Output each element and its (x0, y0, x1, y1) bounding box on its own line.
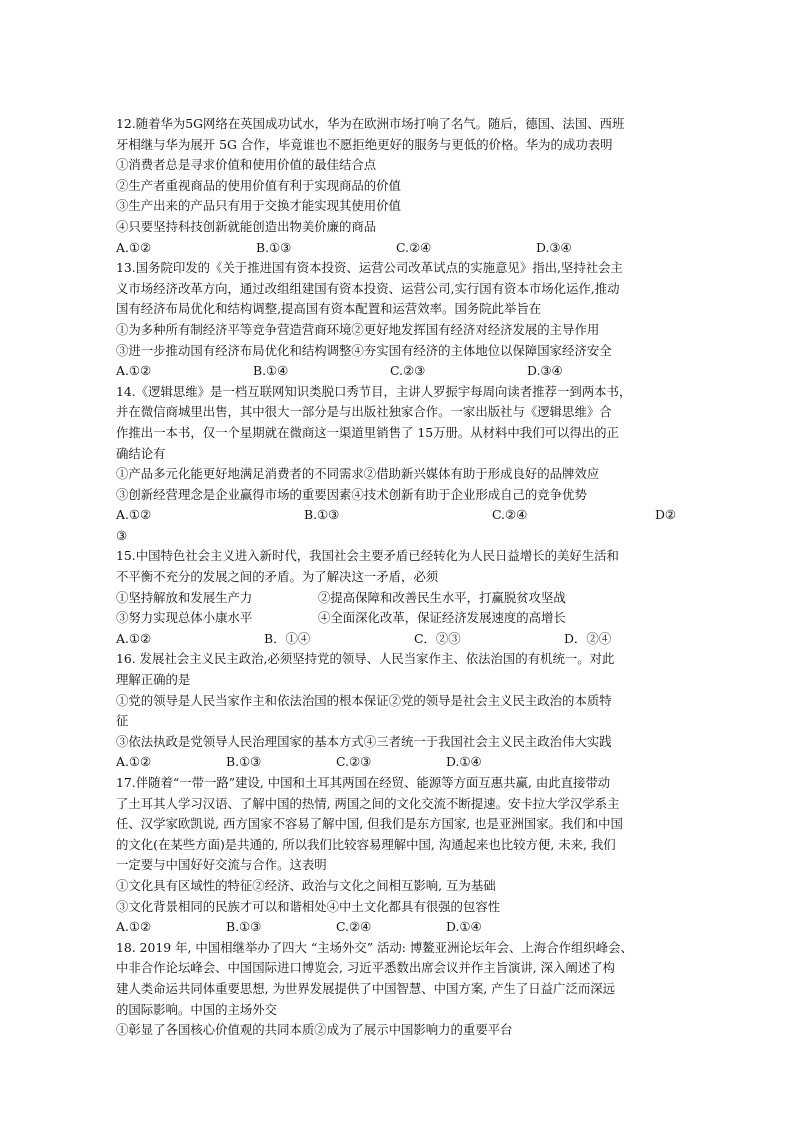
statement: ①彰显了各国核心价值观的共同本质②成为了展示中国影响力的重要平台 (116, 1022, 513, 1038)
question-stem: 了土耳其人学习汉语、了解中国的热情, 两国之间的文化交流不断提速。安卡拉大学汉学系主 (116, 795, 620, 811)
question-stem: 不平衡不充分的发展之间的矛盾。为了解决这一矛盾，必须 (116, 569, 439, 585)
statement: ④只要坚持科技创新就能创造出物美价廉的商品 (116, 218, 377, 234)
question-stem: 任、汉学家欧凯说, 西方国家不容易了解中国, 但我们是东方国家, 也是亚洲国家。我们和中国 (116, 816, 623, 832)
question-stem: 国有经济布局优化和结构调整,提高国有资本配置和运营效率。国务院此举旨在 (116, 301, 542, 317)
option-b: B.①③ (226, 919, 262, 935)
statement: ①为多种所有制经济平等竞争营造营商环境②更好地发挥国有经济对经济发展的主导作用 (116, 321, 600, 337)
option-b: B.①③ (226, 754, 262, 770)
option-b: B.①③ (304, 507, 340, 523)
question-stem: 一定要与中国好好交流与合作。这表明 (116, 857, 327, 873)
statement: ④全面深化改革，保证经济发展速度的高增长 (318, 610, 566, 626)
question-stem: 牙相继与华为展开 5G 合作，毕竟谁也不愿拒绝更好的服务与更低的价格。华为的成功表明 (116, 136, 613, 152)
answer-options (116, 238, 680, 259)
answer-options (116, 917, 680, 938)
statement: ③创新经营理念是企业赢得市场的重要因素④技术创新有助于企业形成自己的竞争优势 (116, 486, 587, 502)
question-18 (116, 938, 680, 1041)
statement: ①坚持解放和发展生产力 (116, 589, 253, 605)
question-stem: 的文化(在某些方面)是共通的, 所以我们比较容易理解中国, 沟通起来也比较方便, 未来, 我们 (116, 836, 616, 852)
question-stem: 并在微信商城里出售，其中很大一部分是与出版社独家合作。一家出版社与《逻辑思维》合 (116, 404, 612, 420)
statement: 征 (116, 713, 129, 729)
question-stem: 17.伴随着“一带一路”建设, 中国和土耳其两国在经贸、能源等方面互惠共赢, 由此直接带动 (116, 775, 611, 790)
option-c: C.②③ (336, 754, 372, 770)
option-a: A.①② (116, 239, 152, 255)
option-c: C.②③ (390, 363, 426, 379)
question-stem: 14.《逻辑思维》是一档互联网知识类脱口秀节目，主讲人罗振宇每周向读者推荐一到两本书， (116, 383, 632, 399)
statement-row (116, 588, 680, 609)
question-13 (116, 258, 680, 382)
question-stem: 12.随着华为5G网络在英国成功试水，华为在欧洲市场打响了名气。随后，德国、法国、西班 (116, 116, 625, 131)
exam-page (116, 114, 680, 1041)
question-14 (116, 382, 680, 547)
statement: ②提高保障和改善民生水平，打赢脱贫攻坚战 (318, 589, 566, 605)
question-stem: 中非合作论坛峰会、中国国际进口博览会, 习近平悉数出席会议并作主旨演讲, 深入阐述了构 (116, 960, 615, 976)
option-b: B.①③ (256, 239, 292, 255)
statement-row (116, 608, 680, 629)
question-stem: 确结论有 (116, 445, 166, 461)
answer-options (116, 361, 680, 382)
option-d: D.①④ (446, 754, 482, 770)
statement: ①党的领导是人民当家作主和依法治国的根本保证②党的领导是社会主义民主政治的本质特 (116, 692, 612, 708)
question-stem: 15.中国特色社会主义进入新时代，我国社会主要矛盾已经转化为人民日益增长的美好生活和 (116, 548, 619, 564)
option-a: A.①② (116, 919, 152, 935)
option-c: C．②③ (414, 630, 461, 646)
statement: ①消费者总是寻求价值和使用价值的最佳结合点 (116, 157, 377, 173)
question-stem: 建人类命运共同体重要思想, 为世界发展提供了中国智慧、中国方案, 产生了日益广泛而深远 (116, 980, 615, 996)
answer-options (116, 752, 680, 773)
option-a: A.①② (116, 754, 152, 770)
answer-options (116, 505, 680, 526)
question-stem: 13.国务院印发的《关于推进国有资本投资、运营公司改革试点的实施意见》指出,坚持社会主 (116, 260, 623, 276)
question-stem: 作推出一本书，仅一个星期就在微商这一渠道里销售了 15万册。从材料中我们可以得出的正 (116, 424, 619, 440)
option-b: B.①④ (253, 363, 289, 379)
option-d: D．②④ (564, 630, 612, 646)
statement: ②生产者重视商品的使用价值有利于实现商品的价值 (116, 177, 401, 193)
option-c: C.②④ (396, 239, 432, 255)
option-a: A.①② (116, 630, 152, 646)
option-d: D.③④ (527, 363, 563, 379)
option-d-wrap: ③ (116, 527, 128, 543)
statement: ③文化背景相同的民族才可以和谐相处④中土文化都具有很强的包容性 (116, 898, 501, 914)
option-d: D.③④ (536, 239, 572, 255)
option-c: C.②④ (336, 919, 372, 935)
option-b: B．①④ (264, 630, 311, 646)
question-stem: 的国际影响。中国的主场外交 (116, 1001, 278, 1017)
option-a: A.①② (116, 507, 152, 523)
question-16 (116, 649, 680, 773)
statement: ③依法执政是党领导人民治理国家的基本方式④三者统一于我国社会主义民主政治伟大实践 (116, 733, 612, 749)
statement: ①文化具有区域性的特征②经济、政治与文化之间相互影响, 互为基础 (116, 877, 496, 893)
question-15 (116, 546, 680, 649)
option-d: D.①④ (446, 919, 482, 935)
option-a: A.①② (116, 363, 152, 379)
statement: ①产品多元化能更好地满足消费者的不同需求②借助新兴媒体有助于形成良好的品牌效应 (116, 466, 600, 482)
question-12 (116, 114, 680, 258)
answer-options (116, 629, 680, 650)
question-stem: 义市场经济改革方向，通过改组组建国有资本投资、运营公司,实行国有资本市场化运作,推动 (116, 280, 620, 296)
question-stem: 理解正确的是 (116, 672, 191, 688)
statement: ③生产出来的产品只有用于交换才能实现其使用价值 (116, 198, 401, 214)
statement: ③努力实现总体小康水平 (116, 610, 253, 626)
question-17 (116, 773, 680, 938)
statement: ③进一步推动国有经济布局优化和结构调整④夯实国有经济的主体地位以保障国家经济安全 (116, 342, 612, 358)
option-c: C.②④ (492, 507, 528, 523)
question-stem: 16. 发展社会主义民主政治,必须坚持党的领导、人民当家作主、依法治国的有机统一。对此 (116, 651, 615, 667)
question-stem: 18. 2019 年, 中国相继举办了四大 “主场外交” 活动: 博鳌亚洲论坛年会、上海合作组织峰会、 (116, 939, 633, 955)
option-d: D② (655, 507, 677, 523)
